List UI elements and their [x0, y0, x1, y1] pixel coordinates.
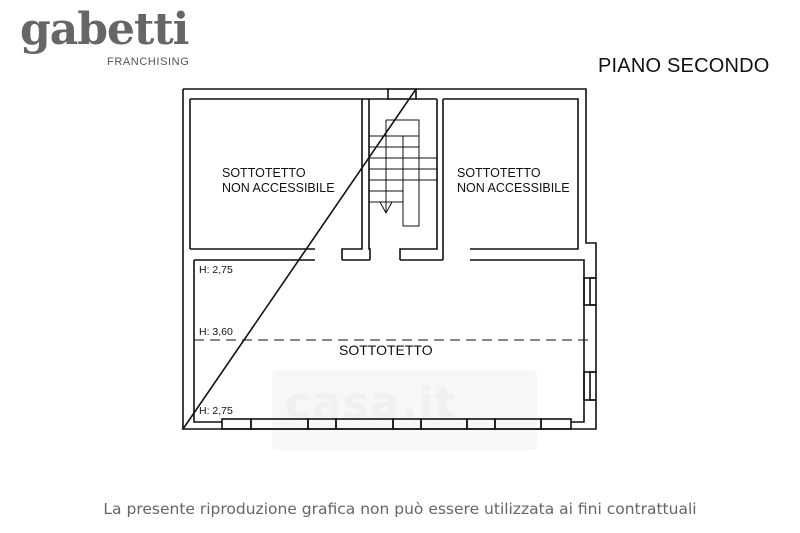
staircase: [369, 120, 437, 226]
logo-subtitle: FRANCHISING: [107, 56, 190, 68]
left-attic-label-1: SOTTOTETTO: [222, 166, 306, 180]
floor-title: PIANO SECONDO: [598, 55, 770, 77]
window-1: [222, 419, 251, 429]
right-attic-label-1: SOTTOTETTO: [457, 166, 541, 180]
window-2: [251, 419, 308, 429]
window-3: [308, 419, 336, 429]
outer-wall: [183, 89, 596, 429]
height-bottom: H: 2,75: [199, 405, 233, 417]
window-5: [393, 419, 421, 429]
main-attic-label: SOTTOTETTO: [339, 342, 433, 358]
left-attic-label-2: NON ACCESSIBILE: [222, 181, 335, 195]
window-8: [495, 419, 541, 429]
height-middle: H: 3,60: [199, 326, 233, 338]
disclaimer-text: La presente riproduzione grafica non può essere utilizzata ai fini contrattuali: [103, 500, 697, 518]
window-9: [541, 419, 571, 429]
window-7: [467, 419, 495, 429]
window-6: [421, 419, 467, 429]
window-4: [336, 419, 393, 429]
stair-wall-left: [362, 99, 370, 260]
logo-wordmark: gabetti: [20, 4, 189, 55]
main-attic-wall: [194, 260, 584, 422]
watermark-text: casa.it: [285, 378, 457, 429]
right-attic-label-2: NON ACCESSIBILE: [457, 181, 570, 195]
height-top: H: 2,75: [199, 264, 233, 276]
